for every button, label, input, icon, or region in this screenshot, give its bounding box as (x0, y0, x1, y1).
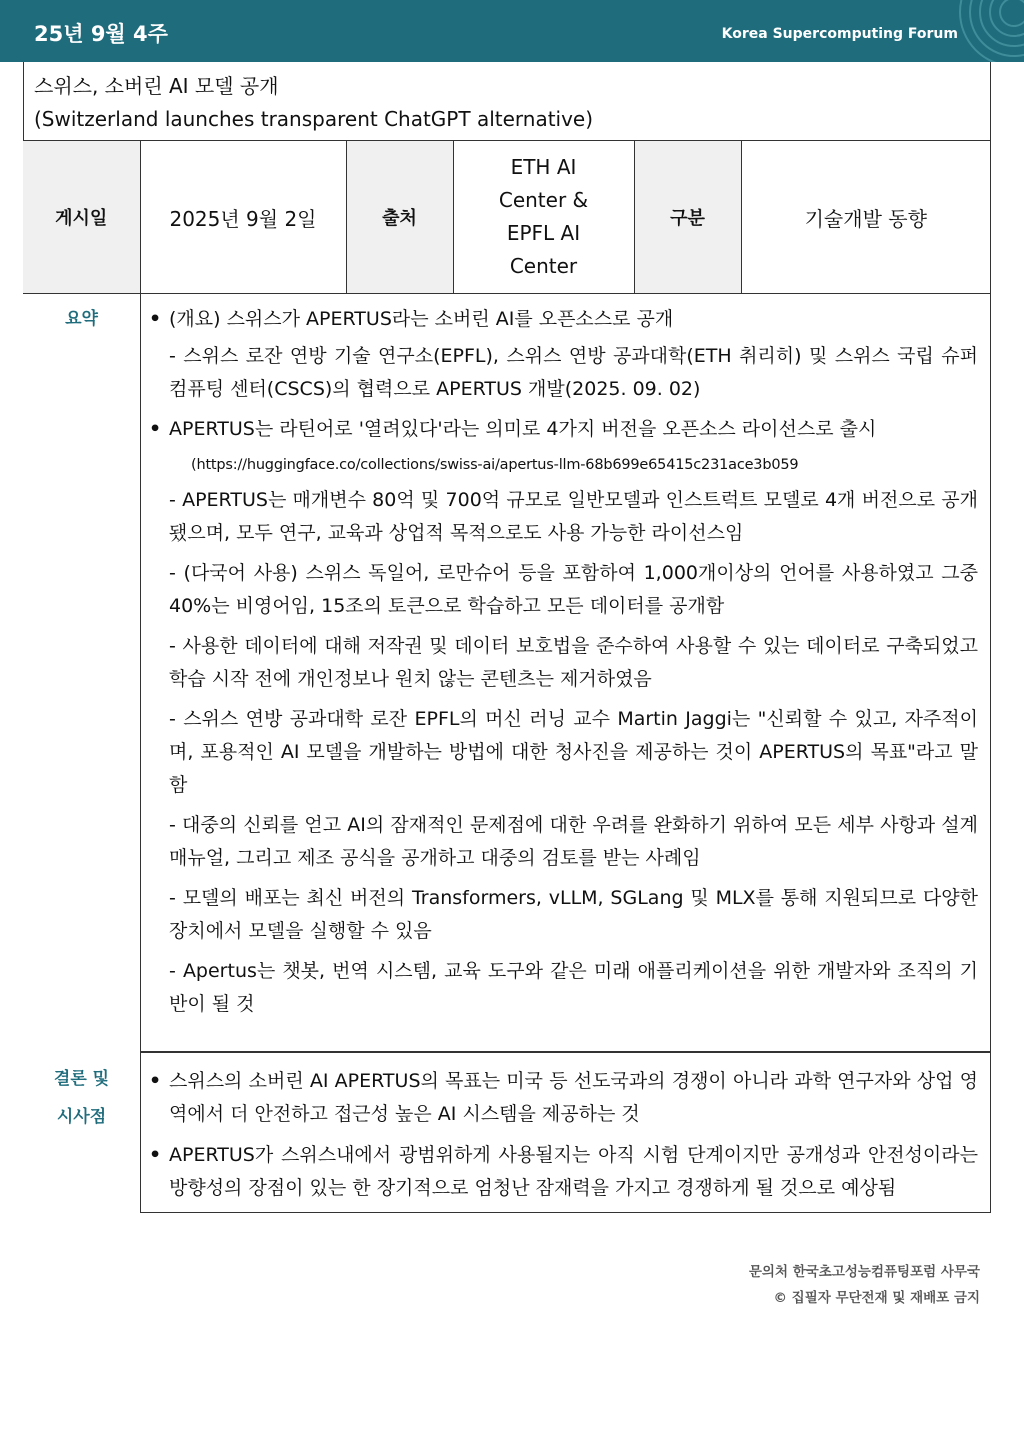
summary-subitem: - 모델의 배포는 최신 버전의 Transformers, vLLM, SGLang 및 MLX를 통해 지원되므로 다양한 장치에서 모델을 실행할 수 있음 (169, 887, 978, 942)
conclusion-bullet (149, 1139, 978, 1205)
title-english: (Switzerland launches transparent ChatGPT alternative) (34, 107, 594, 131)
conclusion-label (23, 1060, 140, 1136)
summary-subitem: - APERTUS는 매개변수 80억 및 700억 규모로 일반모델과 인스트럭트 모델로 4개 버전으로 공개됐으며, 모두 연구, 교육과 상업적 목적으로도 사용 가능한 라이선스임 (169, 489, 978, 544)
conclusion-label-line: 시사점 (56, 1107, 107, 1127)
bullet-text: APERTUS는 라틴어로 '열려있다'라는 의미로 4가지 버전을 오픈소스 라이선스로 출시 (169, 418, 877, 440)
posted-label: 게시일 (23, 141, 140, 294)
issue-week: 25년 9월 4주 (34, 22, 168, 46)
meta-table (23, 140, 991, 294)
summary-bullet (149, 303, 978, 336)
summary-subitem: - 스위스 로잔 연방 기술 연구소(EPFL), 스위스 연방 공과대학(ETH 취리히) 및 스위스 국립 슈퍼컴퓨팅 센터(CSCS)의 협력으로 APERTUS 개발(2025. 09. 02) (169, 345, 978, 400)
conclusion-label-line: 결론 및 (53, 1069, 110, 1089)
source-line: ETH AI (510, 155, 577, 179)
conclusion-bullet (149, 1065, 978, 1131)
bullet-text: (개요) 스위스가 APERTUS라는 소버린 AI를 오픈소스로 공개 (169, 308, 674, 330)
source-url[interactable]: (https://huggingface.co/collections/swiss-ai/apertus-llm-68b699e65415c231ace3b059 (191, 457, 799, 473)
posted-date: 2025년 9월 2일 (140, 141, 346, 294)
bullet-icon: • (149, 418, 162, 440)
article-title (23, 62, 991, 141)
source-line: EPFL AI (506, 221, 581, 245)
conclusion-section (140, 1052, 991, 1213)
bullet-icon: • (149, 1070, 162, 1092)
footer-contact: 문의처 한국초고성능컴퓨팅포럼 사무국 (748, 1264, 980, 1280)
summary-subitem: - 스위스 연방 공과대학 로잔 EPFL의 머신 러닝 교수 Martin Jaggi는 "신뢰할 수 있고, 자주적이며, 포용적인 AI 모델을 개발하는 방법에 대한 청사진을 제공하는 것이 APERTUS의 목표"라고 말함 (169, 708, 978, 796)
forum-name: Korea Supercomputing Forum (721, 26, 958, 42)
bullet-icon: • (149, 308, 162, 330)
summary-subitem: - 대중의 신뢰를 얻고 AI의 잠재적인 문제점에 대한 우려를 완화하기 위하여 모든 세부 사항과 설계 매뉴얼, 그리고 제조 공식을 공개하고 대중의 검토를 받는 사례임 (169, 814, 978, 869)
summary-section (140, 293, 991, 1052)
category-value: 기술개발 동향 (741, 141, 991, 294)
category-label: 구분 (634, 141, 741, 294)
source-line: Center & (498, 188, 589, 212)
summary-subitem: - (다국어 사용) 스위스 독일어, 로만슈어 등을 포함하여 1,000개이상의 언어를 사용하였고 그중 40%는 비영어임, 15조의 토큰으로 학습하고 모든 데이터를 공개함 (169, 562, 978, 617)
header-decoration-icon (944, 0, 1024, 62)
summary-subitem: - 사용한 데이터에 대해 저작권 및 데이터 보호법을 준수하여 사용할 수 있는 데이터로 구축되었고 학습 시작 전에 개인정보나 원치 않는 콘텐츠는 제거하였음 (169, 635, 978, 690)
header-bar (0, 0, 1024, 62)
source-value (453, 141, 634, 294)
source-label: 출처 (346, 141, 453, 294)
summary-bullet (149, 413, 978, 446)
summary-subitem: - Apertus는 챗봇, 번역 시스템, 교육 도구와 같은 미래 애플리케이션을 위한 개발자와 조직의 기반이 될 것 (169, 960, 978, 1015)
source-line: Center (509, 254, 578, 278)
bullet-text: 스위스의 소버린 AI APERTUS의 목표는 미국 등 선도국과의 경쟁이 아니라 과학 연구자와 상업 영역에서 더 안전하고 접근성 높은 AI 시스템을 제공하는 것 (169, 1070, 978, 1125)
bullet-icon: • (149, 1144, 162, 1166)
bullet-text: APERTUS가 스위스내에서 광범위하게 사용될지는 아직 시험 단계이지만 공개성과 안전성이라는 방향성의 장점이 있는 한 장기적으로 엄청난 잠재력을 가지고 경쟁하게 될 것으로 예상됨 (169, 1144, 978, 1199)
summary-label: 요약 (65, 309, 98, 329)
footer-copyright: © 집필자 무단전재 및 재배포 금지 (773, 1290, 980, 1306)
title-korean: 스위스, 소버린 AI 모델 공개 (34, 74, 279, 98)
